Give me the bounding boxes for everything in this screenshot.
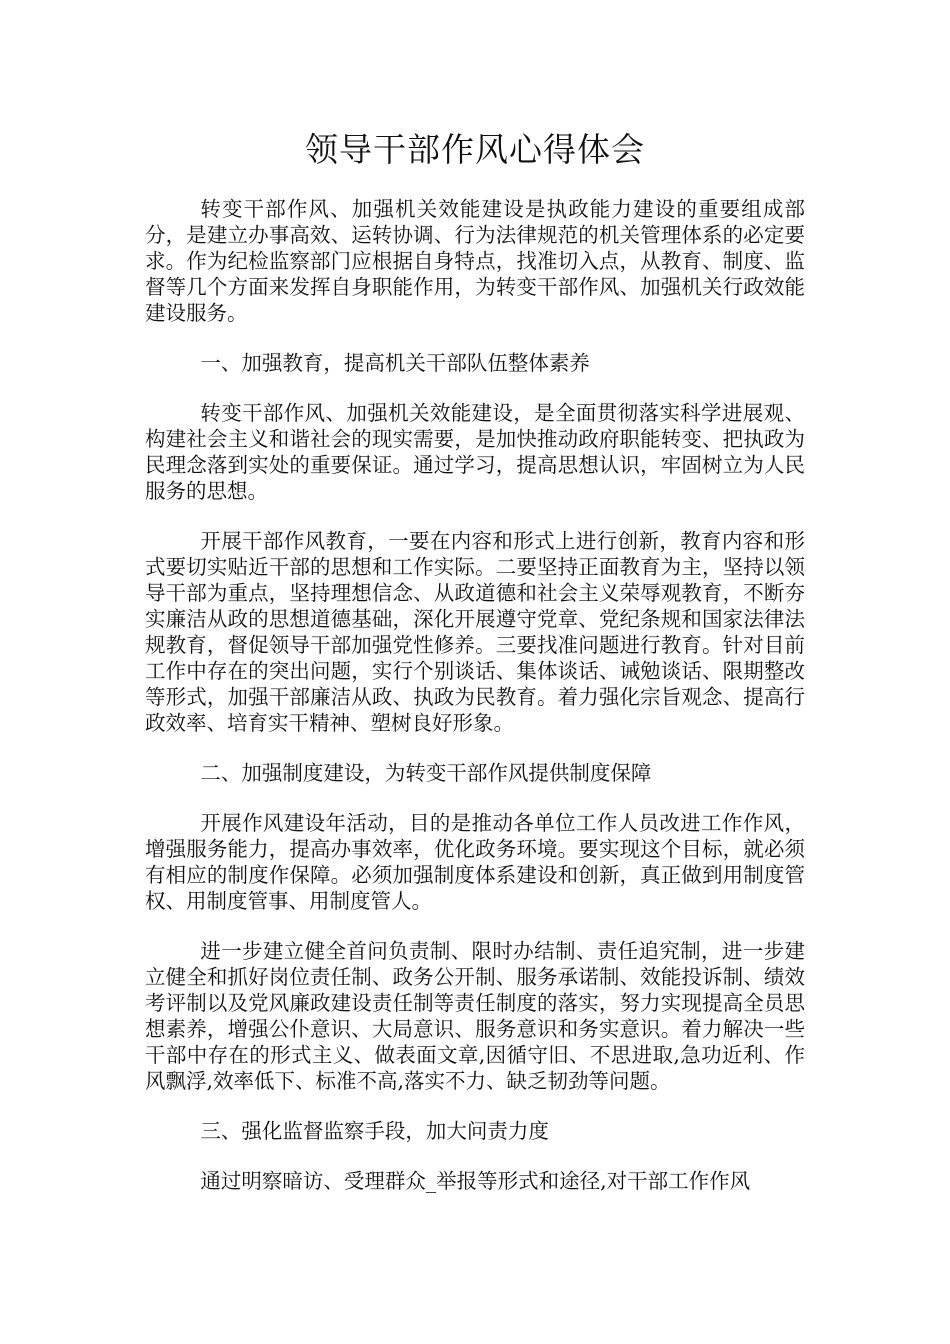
section-3-paragraph-1: 通过明察暗访、受理群众_举报等形式和途径,对干部工作作风 <box>200 1169 751 1193</box>
intro-paragraph: 转变干部作风、加强机关效能建设是执政能力建设的重要组成部分，是建立办事高效、运转协调、行为法律规范的机关管理体系的必定要求。作为纪检监察部门应根据自身特点，找准切入点，从教育、制度、监督等几个方面来发挥自身职能作用，为转变干部作风、加强机关行政效能建设服务。 <box>145 197 805 325</box>
section-1-paragraph-2: 开展干部作风教育，一要在内容和形式上进行创新，教育内容和形式要切实贴近干部的思想和工作实际。二要坚持正面教育为主，坚持以领导干部为重点，坚持理想信念、从政道德和社会主义荣辱观教育，不断夯实廉洁从政的思想道德基础，深化开展遵守党章、党纪条规和国家法律法规教育，督促领导干部加强党性修养。三要找准问题进行教育。针对目前工作中存在的突出问题，实行个别谈话、集体谈话、诫勉谈话、限期整改等形式，加强干部廉洁从政、执政为民教育。着力强化宗旨观念、提高行政效率、培育实干精神、塑树良好形象。 <box>145 529 805 735</box>
section-2-paragraph-1: 开展作风建设年活动，目的是推动各单位工作人员改进工作作风，增强服务能力，提高办事效率，优化政务环境。要实现这个目标，就必须有相应的制度作保障。必须加强制度体系建设和创新，真正做到用制度管权、用制度管事、用制度管人。 <box>145 811 805 913</box>
section-heading-2: 二、加强制度建设，为转变干部作风提供制度保障 <box>200 761 652 785</box>
document-body <box>145 196 805 1218</box>
document-title: 领导干部作风心得体会 <box>305 130 645 169</box>
section-1-paragraph-1: 转变干部作风、加强机关效能建设，是全面贯彻落实科学进展观、构建社会主义和谐社会的现实需要，是加快推动政府职能转变、把执政为民理念落到实处的重要保证。通过学习，提高思想认识，牢固树立为人民服务的思想。 <box>145 401 805 503</box>
section-2-paragraph-2: 进一步建立健全首问负责制、限时办结制、责任追究制，进一步建立健全和抓好岗位责任制、政务公开制、服务承诺制、效能投诉制、绩效考评制以及党风廉政建设责任制等责任制度的落实，努力实现提高全员思想素养，增强公仆意识、大局意识、服务意识和务实意识。着力解决一些干部中存在的形式主义、做表面文章,因循守旧、不思进取,急功近利、作风飘浮,效率低下、标准不高,落实不力、缺乏韧劲等问题。 <box>145 939 805 1093</box>
section-heading-1: 一、加强教育，提高机关干部队伍整体素养 <box>200 351 590 375</box>
section-heading-3: 三、强化监督监察手段，加大问责力度 <box>200 1119 549 1143</box>
